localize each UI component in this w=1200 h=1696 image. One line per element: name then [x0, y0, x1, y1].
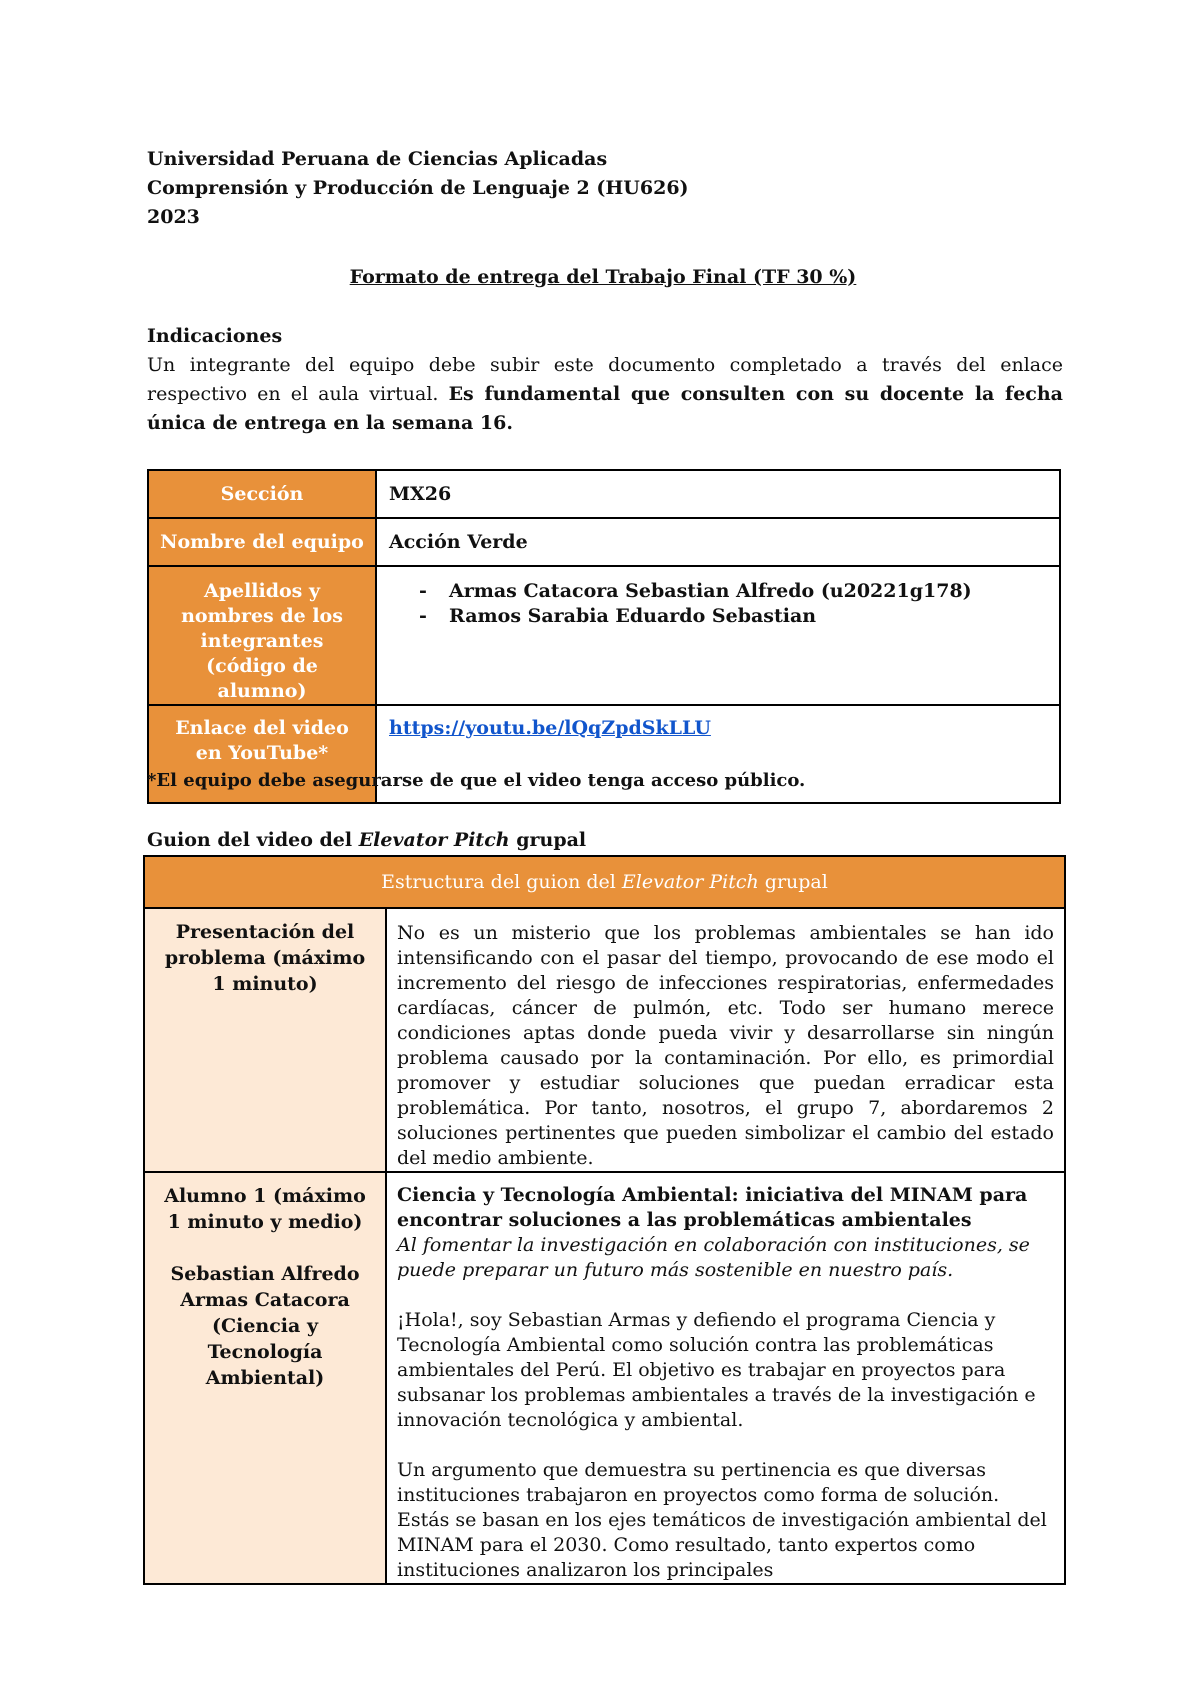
list-item — [377, 579, 1059, 604]
integrantes-label: Apellidos y nombres de los integrantes (código de alumno) — [148, 566, 376, 705]
table-head-italic: Elevator Pitch — [621, 871, 759, 893]
guion-heading-prefix: Guion del video del — [147, 829, 359, 851]
bullet-dash: - — [419, 580, 427, 602]
indicaciones-text: Un integrante del equipo debe subir este documento completado a través del enlace respectivo en el aula virtual. — [147, 354, 1063, 405]
row2-paragraph-1: ¡Hola!, soy Sebastian Armas y defiendo el programa Ciencia y Tecnología Ambiental como solución contra las problemáticas ambientales del Perú. El objetivo es trabajar en proyectos para subsanar los problemas ambientales a través de la investigación e innovación tecnológica y ambiental. — [397, 1309, 1036, 1431]
row2-italic: Al fomentar la investigación en colaboración con instituciones, se puede preparar un futuro más sostenible en nuestro país. — [397, 1234, 1030, 1281]
guion-heading-suffix: grupal — [509, 829, 587, 851]
row2-label-student: Sebastian Alfredo Armas Catacora (Ciencia y Tecnología Ambiental) — [170, 1263, 360, 1389]
team-info-table — [147, 469, 1061, 804]
row2-content — [386, 1172, 1065, 1584]
row2-label-time: Alumno 1 (máximo 1 minuto y medio) — [164, 1185, 366, 1233]
bullet-dash: - — [419, 605, 427, 627]
year: 2023 — [147, 206, 200, 228]
integrante-name: Armas Catacora Sebastian Alfredo (u20221g178) — [449, 580, 972, 602]
row2-title: Ciencia y Tecnología Ambiental: iniciativa del MINAM para encontrar soluciones a las problemáticas ambientales — [397, 1184, 1028, 1231]
row1-label: Presentación del problema (máximo 1 minuto) — [144, 908, 386, 1172]
indicaciones-bold-text: Es fundamental que consulten con su docente la fecha única de entrega en la semana 16. — [147, 383, 1063, 434]
seccion-label: Sección — [148, 470, 376, 518]
table-head-prefix: Estructura del guion del — [381, 871, 622, 893]
indicaciones-heading: Indicaciones — [147, 325, 283, 347]
row2-paragraph-2: Un argumento que demuestra su pertinencia es que diversas instituciones trabajaron en proyectos como forma de solución. Estás se basan en los ejes temáticos de investigación ambiental del MINAM para el 2030. Como resultado, tanto expertos como instituciones analizaron los principales — [397, 1459, 1047, 1581]
course-name: Comprensión y Producción de Lenguaje 2 (HU626) — [147, 177, 689, 199]
table-head-suffix: grupal — [758, 871, 828, 893]
equipo-label: Nombre del equipo — [148, 518, 376, 566]
pitch-table-header — [144, 856, 1065, 908]
university-name: Universidad Peruana de Ciencias Aplicadas — [147, 148, 608, 170]
guion-heading-italic: Elevator Pitch — [358, 829, 510, 851]
row2-label-cell — [144, 1172, 386, 1584]
video-label: Enlace del video en YouTube* — [148, 705, 376, 803]
seccion-value: MX26 — [376, 470, 1060, 518]
integrantes-list — [377, 579, 1059, 629]
indicaciones-paragraph — [147, 351, 1063, 438]
footnote: *El equipo debe asegurarse de que el video tenga acceso público. — [147, 770, 806, 791]
guion-heading — [147, 829, 586, 851]
pitch-table — [143, 855, 1066, 1585]
integrante-name: Ramos Sarabia Eduardo Sebastian — [449, 605, 817, 627]
equipo-value: Acción Verde — [376, 518, 1060, 566]
row1-text: No es un misterio que los problemas ambientales se han ido intensificando con el pasar del tiempo, provocando de ese modo el incremento del riesgo de infecciones respiratorias, enfermedades cardíacas, cáncer de pulmón, etc. Todo ser humano merece condiciones aptas donde pueda vivir y desarrollarse sin ningún problema causado por la contaminación. Por ello, es primordial promover y estudiar soluciones que puedan erradicar esta problemática. Por tanto, nosotros, el grupo 7, abordaremos 2 soluciones pertinentes que pueden simbolizar el cambio del estado del medio ambiente. — [386, 908, 1065, 1172]
list-item — [377, 604, 1059, 629]
document-title: Formato de entrega del Trabajo Final (TF 30 %) — [349, 266, 857, 288]
youtube-link[interactable]: https://youtu.be/lQqZpdSkLLU — [389, 717, 711, 739]
integrantes-cell — [376, 566, 1060, 705]
